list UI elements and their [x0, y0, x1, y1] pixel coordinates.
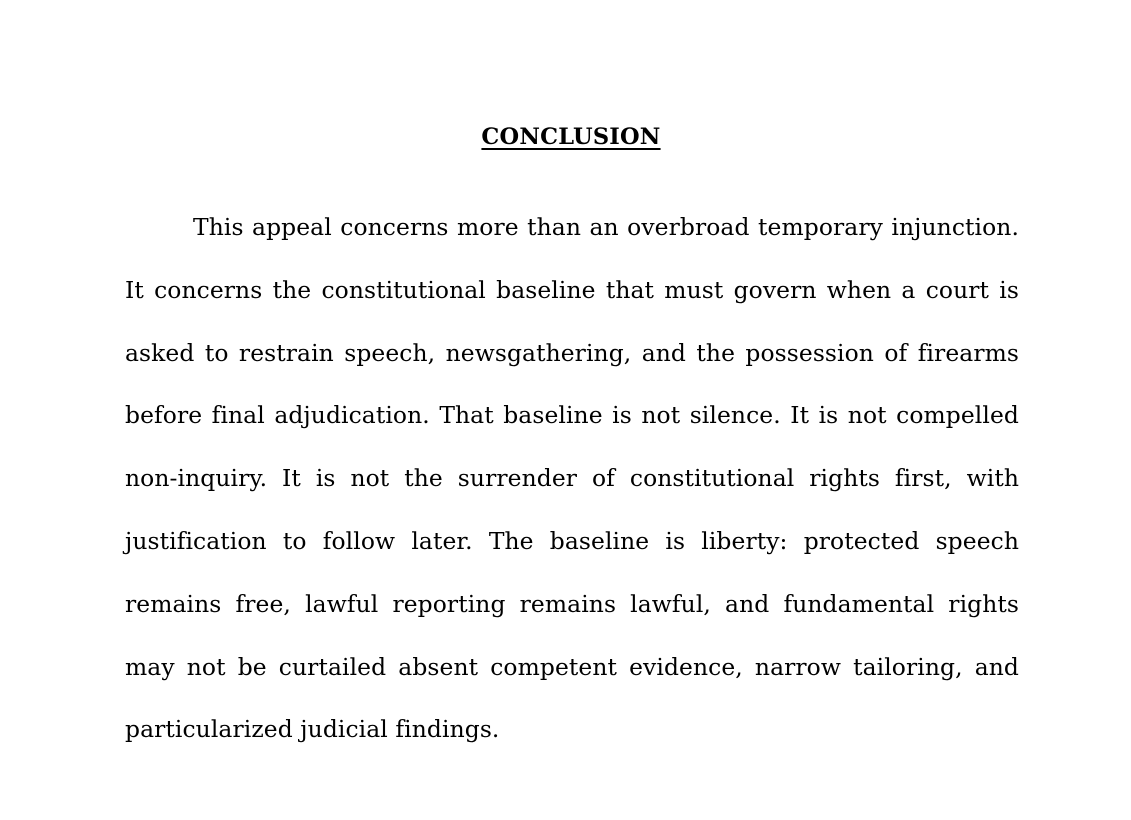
section-heading: CONCLUSION: [481, 124, 661, 150]
conclusion-paragraph: This appeal concerns more than an overbroad temporary injunction. It concerns the constitutional baseline that must govern when a court is asked to restrain speech, newsgathering, and the possession of firearms before final adjudication. That baseline is not silence. It is not compelled non-inquiry. It is not the surrender of constitutional rights first, with justification to follow later. The baseline is liberty: protected speech remains free, lawful reporting remains lawful, and fundamental rights may not be curtailed absent competent evidence, narrow tailoring, and particularized judicial findings.: [125, 213, 1019, 744]
